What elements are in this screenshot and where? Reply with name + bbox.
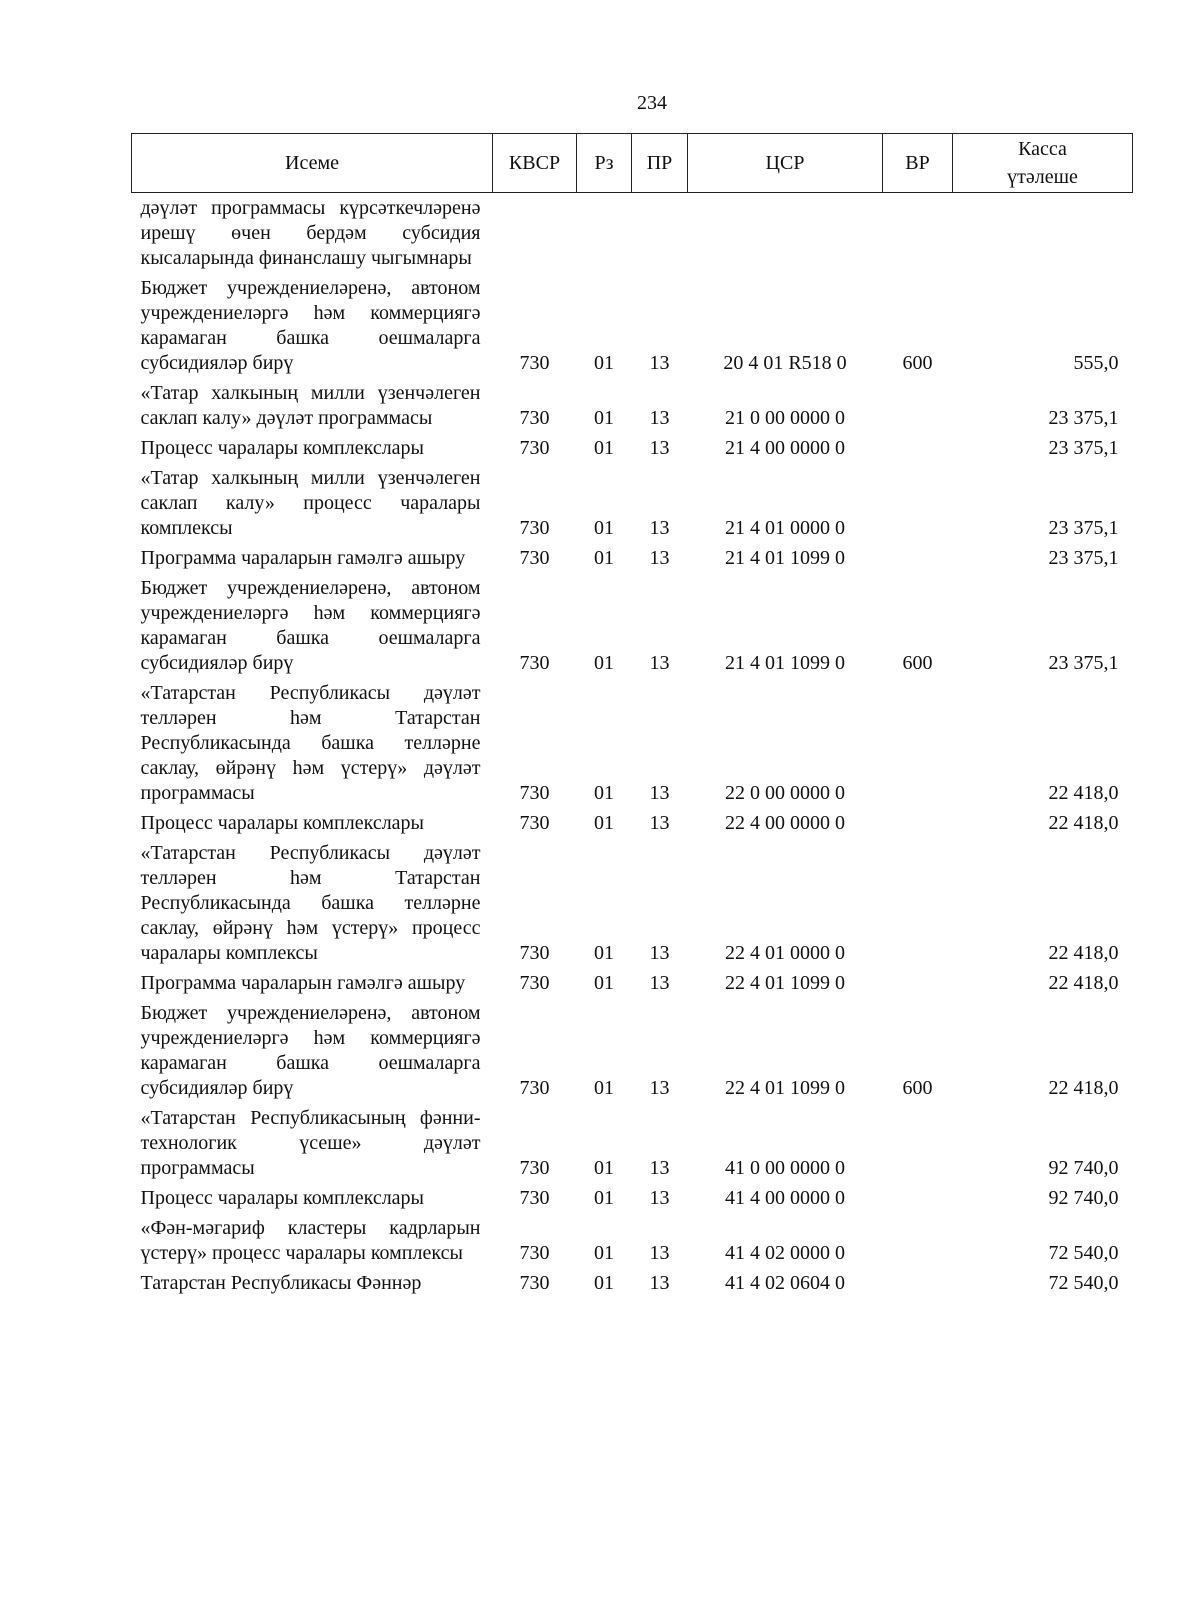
cell-pr: 13	[649, 1187, 670, 1209]
cell-csr: 41 4 00 0000 0	[725, 1187, 845, 1209]
table-row	[132, 1106, 1133, 1186]
cell-csr: 41 4 02 0604 0	[725, 1272, 845, 1294]
table-row	[132, 681, 1133, 811]
cell-csr: 22 0 00 0000 0	[725, 782, 845, 804]
cell-pr: 13	[649, 547, 670, 569]
cell-pr: 13	[649, 782, 670, 804]
header-kassa: Касса үтәлеше	[953, 134, 1133, 193]
header-vr: ВР	[883, 134, 953, 193]
cell-kassa: 22 418,0	[1048, 942, 1119, 964]
cell-csr: 20 4 01 R518 0	[723, 352, 847, 374]
table-row	[132, 381, 1133, 436]
cell-vr	[883, 546, 953, 576]
cell-kvsr: 730	[519, 972, 550, 994]
cell-rz	[577, 193, 632, 277]
cell-vr	[883, 381, 953, 436]
budget-table	[131, 133, 1133, 1301]
cell-name: Бюджет учреждениеләренә, автоном учреждениеләргә һәм коммерциягә карамаган башка оешмаларга субсидияләр бирү	[140, 1002, 481, 1099]
cell-csr: 22 4 00 0000 0	[725, 812, 845, 834]
table-row	[132, 436, 1133, 466]
cell-csr: 22 4 01 1099 0	[725, 972, 845, 994]
table-header	[132, 134, 1133, 193]
table-row	[132, 1186, 1133, 1216]
cell-pr: 13	[649, 407, 670, 429]
cell-name: «Татар халкының милли үзенчәлеген саклап калу» дәүләт программасы	[140, 382, 481, 429]
cell-rz: 01	[594, 352, 614, 374]
cell-kvsr: 730	[519, 652, 550, 674]
cell-kvsr: 730	[519, 1242, 550, 1264]
cell-pr: 13	[649, 1157, 670, 1179]
cell-kassa: 22 418,0	[1048, 1077, 1119, 1099]
cell-csr: 41 4 02 0000 0	[725, 1242, 845, 1264]
cell-kassa: 555,0	[1073, 352, 1119, 374]
cell-pr: 13	[649, 812, 670, 834]
cell-kvsr: 730	[519, 782, 550, 804]
cell-vr	[883, 841, 953, 971]
cell-vr	[883, 971, 953, 1001]
cell-csr	[688, 193, 883, 277]
table-body	[132, 193, 1133, 1302]
cell-vr: 600	[902, 652, 933, 674]
header-csr: ЦСР	[688, 134, 883, 193]
cell-name: «Татарстан Республикасының фәнни-технологик үсеше» дәүләт программасы	[140, 1107, 481, 1179]
cell-kassa: 72 540,0	[1048, 1272, 1119, 1294]
table-row	[132, 811, 1133, 841]
cell-kvsr: 730	[519, 812, 550, 834]
cell-kassa	[953, 193, 1133, 277]
cell-kassa: 92 740,0	[1048, 1157, 1119, 1179]
cell-vr: 600	[902, 1077, 933, 1099]
cell-kvsr: 730	[519, 407, 550, 429]
cell-pr: 13	[649, 517, 670, 539]
cell-csr: 21 4 00 0000 0	[725, 437, 845, 459]
page-number: 234	[637, 92, 667, 114]
header-rz: Рз	[577, 134, 632, 193]
cell-kassa: 23 375,1	[1048, 407, 1119, 429]
cell-pr: 13	[649, 437, 670, 459]
cell-csr: 41 0 00 0000 0	[725, 1157, 845, 1179]
cell-kvsr: 730	[519, 1187, 550, 1209]
cell-rz: 01	[594, 547, 614, 569]
cell-name: «Татарстан Республикасы дәүләт телләрен һәм Татарстан Республикасында башка телләрне саклау, өйрәнү һәм үстерү» дәүләт программасы	[140, 682, 481, 804]
table-row	[132, 193, 1133, 277]
cell-name: дәүләт программасы күрсәткечләренә ирешү өчен бердәм субсидия кысаларында финанслашу чыгымнары	[140, 197, 481, 269]
cell-rz: 01	[594, 437, 614, 459]
table-row	[132, 466, 1133, 546]
table-row	[132, 546, 1133, 576]
cell-kassa: 92 740,0	[1048, 1187, 1119, 1209]
cell-csr: 21 0 00 0000 0	[725, 407, 845, 429]
cell-csr: 21 4 01 1099 0	[725, 652, 845, 674]
table-row	[132, 1271, 1133, 1301]
cell-name: Бюджет учреждениеләренә, автоном учреждениеләргә һәм коммерциягә карамаган башка оешмаларга субсидияләр бирү	[140, 577, 481, 674]
cell-rz: 01	[594, 1242, 614, 1264]
table-row	[132, 841, 1133, 971]
cell-csr: 21 4 01 0000 0	[725, 517, 845, 539]
cell-vr	[883, 811, 953, 841]
cell-pr: 13	[649, 942, 670, 964]
cell-pr: 13	[649, 352, 670, 374]
cell-rz: 01	[594, 942, 614, 964]
cell-rz: 01	[594, 652, 614, 674]
cell-name: «Фән-мәгариф кластеры кадрларын үстерү» процесс чаралары комплексы	[140, 1217, 481, 1264]
cell-kvsr: 730	[519, 942, 550, 964]
cell-vr	[883, 1106, 953, 1186]
table-row	[132, 576, 1133, 681]
cell-rz: 01	[594, 1187, 614, 1209]
cell-pr: 13	[649, 652, 670, 674]
cell-name: Программа чараларын гамәлгә ашыру	[140, 972, 466, 994]
cell-vr	[883, 1271, 953, 1301]
header-kvsr: КВСР	[493, 134, 577, 193]
cell-rz: 01	[594, 812, 614, 834]
cell-pr: 13	[649, 1077, 670, 1099]
cell-pr: 13	[649, 1242, 670, 1264]
table-row	[132, 276, 1133, 381]
cell-kassa: 23 375,1	[1048, 547, 1119, 569]
cell-kvsr: 730	[519, 547, 550, 569]
cell-name: Процесс чаралары комплекслары	[140, 437, 424, 459]
cell-kvsr: 730	[519, 352, 550, 374]
table-row	[132, 971, 1133, 1001]
cell-rz: 01	[594, 1272, 614, 1294]
cell-kassa: 23 375,1	[1048, 517, 1119, 539]
cell-kvsr: 730	[519, 517, 550, 539]
cell-vr: 600	[902, 352, 933, 374]
cell-name: Бюджет учреждениеләренә, автоном учреждениеләргә һәм коммерциягә карамаган башка оешмаларга субсидияләр бирү	[140, 277, 481, 374]
cell-rz: 01	[594, 407, 614, 429]
cell-kvsr: 730	[519, 437, 550, 459]
table-row	[132, 1001, 1133, 1106]
cell-kvsr: 730	[519, 1272, 550, 1294]
header-name: Исеме	[132, 134, 493, 193]
cell-kassa: 23 375,1	[1048, 652, 1119, 674]
cell-name: Программа чараларын гамәлгә ашыру	[140, 547, 466, 569]
cell-csr: 22 4 01 0000 0	[725, 942, 845, 964]
cell-name: Татарстан Республикасы Фәннәр	[140, 1272, 422, 1294]
cell-vr	[883, 1216, 953, 1271]
cell-pr: 13	[649, 972, 670, 994]
cell-vr	[883, 681, 953, 811]
cell-name: Процесс чаралары комплекслары	[140, 812, 424, 834]
cell-kassa: 72 540,0	[1048, 1242, 1119, 1264]
cell-vr	[883, 436, 953, 466]
cell-pr: 13	[649, 1272, 670, 1294]
cell-pr	[632, 193, 688, 277]
cell-rz: 01	[594, 1077, 614, 1099]
cell-name: «Татарстан Республикасы дәүләт телләрен һәм Татарстан Республикасында башка телләрне саклау, өйрәнү һәм үстерү» процесс чаралары комплексы	[140, 842, 481, 964]
cell-kassa: 22 418,0	[1048, 972, 1119, 994]
cell-rz: 01	[594, 1157, 614, 1179]
cell-kvsr: 730	[519, 1157, 550, 1179]
cell-kvsr: 730	[519, 1077, 550, 1099]
cell-csr: 21 4 01 1099 0	[725, 547, 845, 569]
cell-kassa: 23 375,1	[1048, 437, 1119, 459]
cell-vr	[883, 466, 953, 546]
table-row	[132, 1216, 1133, 1271]
cell-kvsr	[493, 193, 577, 277]
cell-rz: 01	[594, 517, 614, 539]
cell-csr: 22 4 01 1099 0	[725, 1077, 845, 1099]
cell-kassa: 22 418,0	[1048, 782, 1119, 804]
cell-vr	[883, 193, 953, 277]
cell-name: «Татар халкының милли үзенчәлеген саклап калу» процесс чаралары комплексы	[140, 467, 481, 539]
header-pr: ПР	[632, 134, 688, 193]
cell-rz: 01	[594, 972, 614, 994]
cell-rz: 01	[594, 782, 614, 804]
cell-name: Процесс чаралары комплекслары	[140, 1187, 424, 1209]
cell-vr	[883, 1186, 953, 1216]
cell-kassa: 22 418,0	[1048, 812, 1119, 834]
